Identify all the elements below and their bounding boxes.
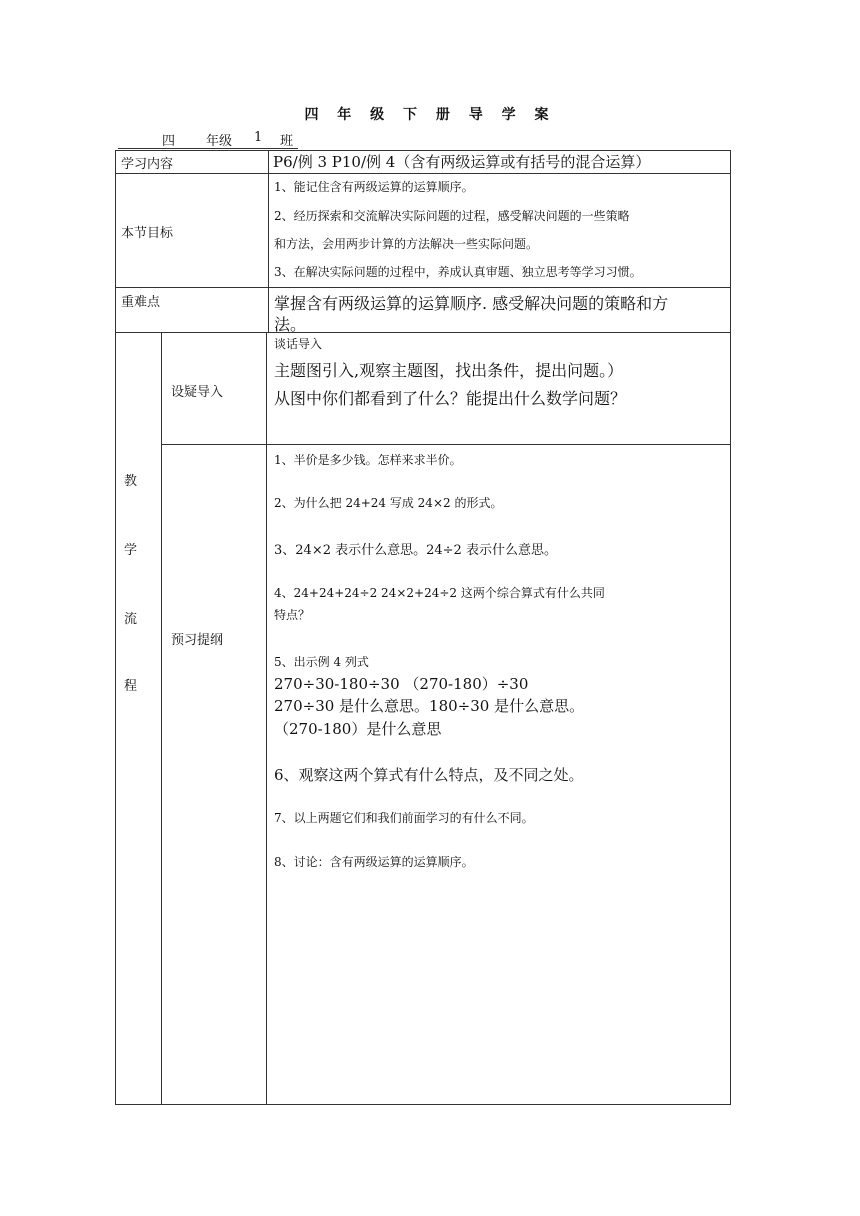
- outline-item: 270÷30 是什么意思。180÷30 是什么意思。: [274, 697, 585, 715]
- intro-line: 主题图引入,观察主题图，找出条件，提出问题。）: [274, 361, 624, 380]
- goal-item: 3、在解决实际问题的过程中，养成认真审题、独立思考等学习习惯。: [274, 265, 642, 279]
- row-divider: [161, 444, 731, 445]
- key-points-line: 法。: [274, 315, 307, 334]
- goal-item: 和方法，会用两步计算的方法解决一些实际问题。: [274, 237, 539, 251]
- process-label-char: 教: [124, 474, 138, 489]
- process-label-char: 流: [124, 612, 138, 627]
- table-border-right: [730, 150, 731, 1105]
- goals-label: 本节目标: [121, 226, 174, 241]
- class-label: 班: [280, 134, 294, 149]
- intro-label: 设疑导入: [171, 385, 224, 400]
- outline-item: 1、半价是多少钱。怎样来求半价。: [274, 453, 462, 467]
- row-divider: [115, 173, 731, 174]
- outline-item: 3、24×2 表示什么意思。24÷2 表示什么意思。: [274, 543, 557, 558]
- outline-label: 预习提纲: [171, 633, 224, 648]
- outline-item: 6、观察这两个算式有什么特点，及不同之处。: [274, 766, 584, 784]
- content-label: 学习内容: [121, 157, 174, 172]
- outline-item: 4、24+24+24÷2 24×2+24÷2 这两个综合算式有什么共同: [274, 586, 605, 600]
- outline-item: 特点？: [274, 608, 311, 622]
- outline-item: 270÷30-180÷30 （270-180）÷30: [274, 675, 529, 693]
- table-border-bottom: [115, 1104, 731, 1105]
- grade-label: 年级: [206, 134, 233, 149]
- key-points-label: 重难点: [121, 295, 161, 310]
- row-divider: [115, 287, 731, 288]
- class-number: 1: [254, 130, 263, 145]
- process-label-char: 学: [124, 543, 138, 558]
- outline-item: 5、出示例 4 列式: [274, 655, 369, 669]
- column-divider: [266, 332, 267, 1105]
- intro-line: 从图中你们都看到了什么？能提出什么数学问题？: [274, 389, 627, 408]
- goal-item: 2、经历探索和交流解决实际问题的过程，感受解决问题的一些策略: [274, 209, 630, 223]
- row-divider: [115, 332, 731, 333]
- content-value: P6/例 3 P10/例 4（含有两级运算或有括号的混合运算）: [273, 153, 651, 171]
- column-divider: [268, 150, 269, 332]
- process-label-char: 程: [124, 679, 138, 694]
- goal-item: 1、能记住含有两级运算的运算顺序。: [274, 180, 474, 194]
- document-title: 四 年 级 下 册 导 学 案: [304, 107, 556, 123]
- key-points-line: 掌握含有两级运算的运算顺序. 感受解决问题的策略和方: [274, 294, 669, 313]
- outline-item: （270-180）是什么意思: [274, 720, 442, 738]
- outline-item: 7、以上两题它们和我们前面学习的有什么不同。: [274, 811, 534, 825]
- outline-item: 2、为什么把 24+24 写成 24×2 的形式。: [274, 496, 503, 510]
- column-divider: [161, 332, 162, 1105]
- grade-value: 四: [162, 134, 176, 149]
- intro-heading: 谈话导入: [274, 337, 323, 351]
- table-border-left: [115, 150, 116, 1105]
- outline-item: 8、讨论：含有两级运算的运算顺序。: [274, 855, 474, 869]
